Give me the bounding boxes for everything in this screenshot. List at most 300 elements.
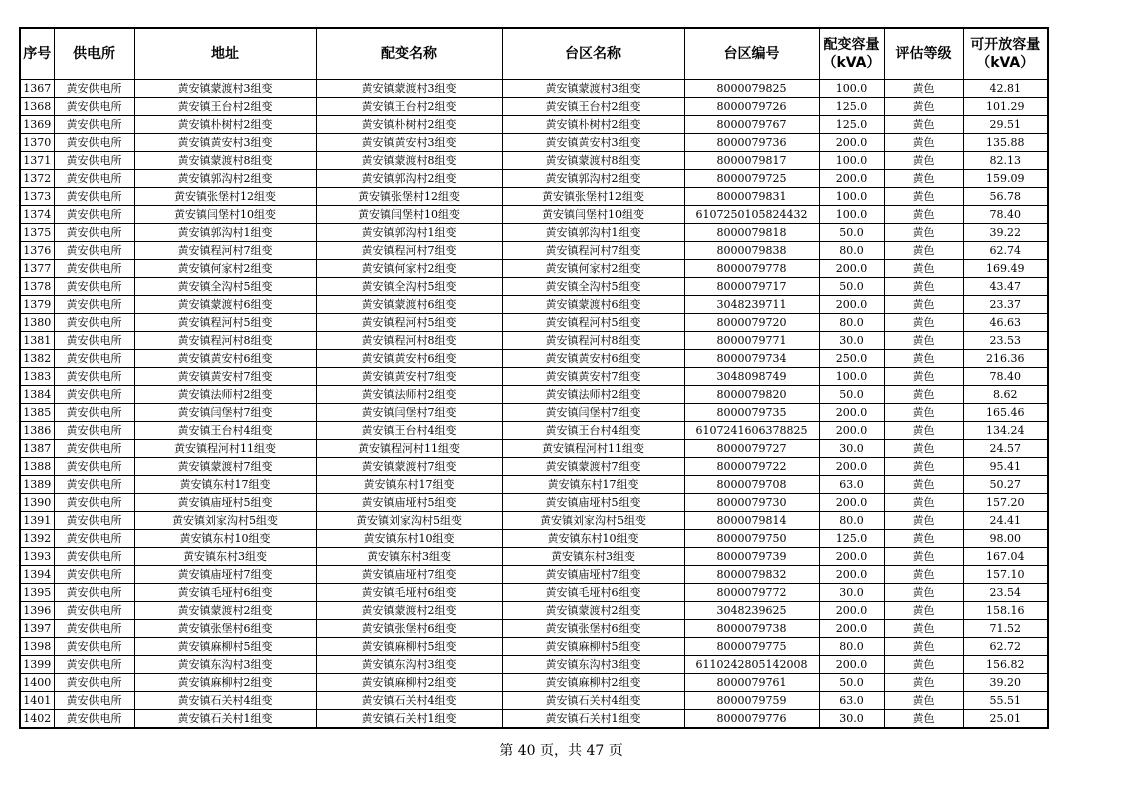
cell-area-code: 8000079818: [684, 224, 819, 242]
cell-station: 黄安供电所: [54, 98, 134, 116]
table-row: [20, 440, 1048, 458]
cell-area-name: 黄安镇郭沟村2组变: [502, 170, 684, 188]
cell-address: 黄安镇黄安村3组变: [134, 134, 316, 152]
cell-grade: 黄色: [884, 206, 963, 224]
cell-grade: 黄色: [884, 494, 963, 512]
cell-area-name: 黄安镇闫堡村10组变: [502, 206, 684, 224]
cell-seq: 1368: [20, 98, 54, 116]
cell-station: 黄安供电所: [54, 206, 134, 224]
cell-transformer-name: 黄安镇东村10组变: [316, 530, 502, 548]
table-row: [20, 674, 1048, 692]
cell-capacity: 200.0: [819, 656, 884, 674]
cell-transformer-name: 黄安镇何家村2组变: [316, 260, 502, 278]
cell-transformer-name: 黄安镇庙垭村7组变: [316, 566, 502, 584]
cell-area-code: 8000079775: [684, 638, 819, 656]
cell-address: 黄安镇东村3组变: [134, 548, 316, 566]
cell-open-capacity: 62.72: [963, 638, 1048, 656]
cell-station: 黄安供电所: [54, 224, 134, 242]
table-row: [20, 98, 1048, 116]
cell-station: 黄安供电所: [54, 602, 134, 620]
cell-seq: 1398: [20, 638, 54, 656]
cell-seq: 1400: [20, 674, 54, 692]
cell-area-code: 3048239625: [684, 602, 819, 620]
cell-transformer-name: 黄安镇张堡村6组变: [316, 620, 502, 638]
cell-area-name: 黄安镇蒙渡村6组变: [502, 296, 684, 314]
cell-station: 黄安供电所: [54, 134, 134, 152]
cell-address: 黄安镇程河村11组变: [134, 440, 316, 458]
header-area-name: 台区名称: [502, 28, 684, 80]
cell-seq: 1391: [20, 512, 54, 530]
cell-grade: 黄色: [884, 134, 963, 152]
table-row: [20, 386, 1048, 404]
cell-capacity: 100.0: [819, 152, 884, 170]
cell-station: 黄安供电所: [54, 296, 134, 314]
cell-area-code: 8000079735: [684, 404, 819, 422]
cell-address: 黄安镇法师村2组变: [134, 386, 316, 404]
cell-address: 黄安镇石关村1组变: [134, 710, 316, 729]
cell-station: 黄安供电所: [54, 278, 134, 296]
table-row: [20, 692, 1048, 710]
cell-area-code: 8000079767: [684, 116, 819, 134]
cell-seq: 1388: [20, 458, 54, 476]
cell-area-name: 黄安镇程河村11组变: [502, 440, 684, 458]
cell-open-capacity: 24.41: [963, 512, 1048, 530]
cell-open-capacity: 157.10: [963, 566, 1048, 584]
cell-area-code: 8000079817: [684, 152, 819, 170]
table-row: [20, 620, 1048, 638]
cell-address: 黄安镇张堡村6组变: [134, 620, 316, 638]
cell-address: 黄安镇程河村8组变: [134, 332, 316, 350]
cell-grade: 黄色: [884, 296, 963, 314]
cell-area-code: 8000079734: [684, 350, 819, 368]
cell-transformer-name: 黄安镇法师村2组变: [316, 386, 502, 404]
cell-address: 黄安镇石关村4组变: [134, 692, 316, 710]
cell-address: 黄安镇庙垭村5组变: [134, 494, 316, 512]
cell-address: 黄安镇麻柳村2组变: [134, 674, 316, 692]
cell-address: 黄安镇程河村7组变: [134, 242, 316, 260]
cell-seq: 1369: [20, 116, 54, 134]
cell-capacity: 63.0: [819, 476, 884, 494]
cell-area-code: 8000079736: [684, 134, 819, 152]
header-transformer-name: 配变名称: [316, 28, 502, 80]
cell-capacity: 200.0: [819, 494, 884, 512]
cell-seq: 1377: [20, 260, 54, 278]
cell-area-name: 黄安镇庙垭村5组变: [502, 494, 684, 512]
cell-seq: 1376: [20, 242, 54, 260]
cell-station: 黄安供电所: [54, 188, 134, 206]
table-body: [20, 80, 1048, 729]
cell-grade: 黄色: [884, 584, 963, 602]
cell-area-code: 6107250105824432: [684, 206, 819, 224]
cell-station: 黄安供电所: [54, 710, 134, 729]
cell-area-name: 黄安镇程河村5组变: [502, 314, 684, 332]
cell-address: 黄安镇黄安村7组变: [134, 368, 316, 386]
cell-capacity: 125.0: [819, 530, 884, 548]
cell-seq: 1389: [20, 476, 54, 494]
cell-area-code: 8000079726: [684, 98, 819, 116]
cell-transformer-name: 黄安镇东沟村3组变: [316, 656, 502, 674]
cell-transformer-name: 黄安镇黄安村6组变: [316, 350, 502, 368]
cell-transformer-name: 黄安镇蒙渡村6组变: [316, 296, 502, 314]
cell-address: 黄安镇毛垭村6组变: [134, 584, 316, 602]
cell-transformer-name: 黄安镇东村3组变: [316, 548, 502, 566]
cell-area-code: 8000079750: [684, 530, 819, 548]
cell-station: 黄安供电所: [54, 404, 134, 422]
table-row: [20, 80, 1048, 98]
cell-seq: 1375: [20, 224, 54, 242]
cell-area-name: 黄安镇蒙渡村3组变: [502, 80, 684, 98]
cell-address: 黄安镇闫堡村10组变: [134, 206, 316, 224]
cell-area-code: 6107241606378825: [684, 422, 819, 440]
cell-station: 黄安供电所: [54, 368, 134, 386]
cell-grade: 黄色: [884, 602, 963, 620]
cell-capacity: 200.0: [819, 260, 884, 278]
cell-transformer-name: 黄安镇郭沟村1组变: [316, 224, 502, 242]
table-row: [20, 170, 1048, 188]
cell-transformer-name: 黄安镇蒙渡村2组变: [316, 602, 502, 620]
cell-transformer-name: 黄安镇王台村2组变: [316, 98, 502, 116]
cell-seq: 1386: [20, 422, 54, 440]
cell-grade: 黄色: [884, 620, 963, 638]
cell-station: 黄安供电所: [54, 80, 134, 98]
cell-area-name: 黄安镇张堡村12组变: [502, 188, 684, 206]
cell-transformer-name: 黄安镇程河村11组变: [316, 440, 502, 458]
cell-transformer-name: 黄安镇蒙渡村3组变: [316, 80, 502, 98]
table-row: [20, 188, 1048, 206]
cell-seq: 1394: [20, 566, 54, 584]
cell-open-capacity: 169.49: [963, 260, 1048, 278]
cell-capacity: 200.0: [819, 134, 884, 152]
cell-transformer-name: 黄安镇刘家沟村5组变: [316, 512, 502, 530]
cell-address: 黄安镇东村10组变: [134, 530, 316, 548]
header-row: [20, 28, 1048, 80]
cell-capacity: 250.0: [819, 350, 884, 368]
cell-station: 黄安供电所: [54, 422, 134, 440]
cell-area-code: 8000079831: [684, 188, 819, 206]
table-row: [20, 368, 1048, 386]
cell-address: 黄安镇东沟村3组变: [134, 656, 316, 674]
cell-grade: 黄色: [884, 476, 963, 494]
cell-area-name: 黄安镇东沟村3组变: [502, 656, 684, 674]
cell-area-code: 8000079720: [684, 314, 819, 332]
cell-seq: 1384: [20, 386, 54, 404]
cell-area-name: 黄安镇东村3组变: [502, 548, 684, 566]
cell-grade: 黄色: [884, 80, 963, 98]
table-row: [20, 494, 1048, 512]
table-row: [20, 404, 1048, 422]
header-area-code: 台区编号: [684, 28, 819, 80]
cell-transformer-name: 黄安镇毛垭村6组变: [316, 584, 502, 602]
cell-grade: 黄色: [884, 386, 963, 404]
cell-transformer-name: 黄安镇麻柳村2组变: [316, 674, 502, 692]
cell-transformer-name: 黄安镇黄安村3组变: [316, 134, 502, 152]
cell-capacity: 30.0: [819, 332, 884, 350]
cell-area-name: 黄安镇全沟村5组变: [502, 278, 684, 296]
cell-address: 黄安镇全沟村5组变: [134, 278, 316, 296]
cell-capacity: 200.0: [819, 602, 884, 620]
table-row: [20, 206, 1048, 224]
cell-area-name: 黄安镇程河村8组变: [502, 332, 684, 350]
cell-open-capacity: 165.46: [963, 404, 1048, 422]
cell-open-capacity: 50.27: [963, 476, 1048, 494]
cell-address: 黄安镇朴树村2组变: [134, 116, 316, 134]
table-row: [20, 278, 1048, 296]
table-row: [20, 530, 1048, 548]
cell-grade: 黄色: [884, 440, 963, 458]
cell-capacity: 200.0: [819, 422, 884, 440]
cell-grade: 黄色: [884, 224, 963, 242]
cell-capacity: 30.0: [819, 710, 884, 729]
cell-area-code: 8000079717: [684, 278, 819, 296]
cell-area-name: 黄安镇东村10组变: [502, 530, 684, 548]
cell-area-name: 黄安镇麻柳村5组变: [502, 638, 684, 656]
table-row: [20, 260, 1048, 278]
cell-capacity: 200.0: [819, 170, 884, 188]
cell-capacity: 200.0: [819, 620, 884, 638]
cell-area-code: 8000079738: [684, 620, 819, 638]
header-capacity: [819, 28, 884, 80]
cell-capacity: 30.0: [819, 584, 884, 602]
cell-seq: 1367: [20, 80, 54, 98]
cell-capacity: 125.0: [819, 116, 884, 134]
cell-open-capacity: 8.62: [963, 386, 1048, 404]
table-row: [20, 134, 1048, 152]
table-row: [20, 656, 1048, 674]
cell-area-code: 8000079722: [684, 458, 819, 476]
cell-open-capacity: 159.09: [963, 170, 1048, 188]
cell-station: 黄安供电所: [54, 386, 134, 404]
cell-seq: 1393: [20, 548, 54, 566]
cell-open-capacity: 134.24: [963, 422, 1048, 440]
cell-grade: 黄色: [884, 116, 963, 134]
cell-seq: 1379: [20, 296, 54, 314]
cell-area-name: 黄安镇黄安村6组变: [502, 350, 684, 368]
table-row: [20, 152, 1048, 170]
cell-station: 黄安供电所: [54, 494, 134, 512]
cell-station: 黄安供电所: [54, 674, 134, 692]
cell-station: 黄安供电所: [54, 350, 134, 368]
cell-station: 黄安供电所: [54, 116, 134, 134]
cell-station: 黄安供电所: [54, 260, 134, 278]
cell-seq: 1397: [20, 620, 54, 638]
cell-address: 黄安镇蒙渡村2组变: [134, 602, 316, 620]
cell-seq: 1381: [20, 332, 54, 350]
cell-seq: 1392: [20, 530, 54, 548]
cell-area-code: 8000079838: [684, 242, 819, 260]
cell-area-code: 8000079759: [684, 692, 819, 710]
cell-open-capacity: 23.53: [963, 332, 1048, 350]
cell-area-code: 8000079772: [684, 584, 819, 602]
table-row: [20, 332, 1048, 350]
cell-open-capacity: 158.16: [963, 602, 1048, 620]
cell-area-code: 8000079778: [684, 260, 819, 278]
cell-area-name: 黄安镇法师村2组变: [502, 386, 684, 404]
cell-transformer-name: 黄安镇石关村4组变: [316, 692, 502, 710]
cell-open-capacity: 71.52: [963, 620, 1048, 638]
table-row: [20, 602, 1048, 620]
cell-area-name: 黄安镇何家村2组变: [502, 260, 684, 278]
cell-grade: 黄色: [884, 674, 963, 692]
cell-seq: 1378: [20, 278, 54, 296]
table-row: [20, 296, 1048, 314]
table-row: [20, 314, 1048, 332]
cell-address: 黄安镇闫堡村7组变: [134, 404, 316, 422]
table-row: [20, 584, 1048, 602]
table-row: [20, 458, 1048, 476]
cell-area-name: 黄安镇东村17组变: [502, 476, 684, 494]
cell-area-code: 3048239711: [684, 296, 819, 314]
cell-open-capacity: 39.20: [963, 674, 1048, 692]
cell-seq: 1396: [20, 602, 54, 620]
table-row: [20, 350, 1048, 368]
table-row: [20, 224, 1048, 242]
cell-seq: 1401: [20, 692, 54, 710]
cell-seq: 1399: [20, 656, 54, 674]
cell-station: 黄安供电所: [54, 152, 134, 170]
cell-seq: 1380: [20, 314, 54, 332]
cell-station: 黄安供电所: [54, 530, 134, 548]
header-station: 供电所: [54, 28, 134, 80]
cell-area-name: 黄安镇程河村7组变: [502, 242, 684, 260]
cell-station: 黄安供电所: [54, 314, 134, 332]
cell-address: 黄安镇蒙渡村6组变: [134, 296, 316, 314]
cell-open-capacity: 156.82: [963, 656, 1048, 674]
cell-station: 黄安供电所: [54, 638, 134, 656]
cell-capacity: 50.0: [819, 224, 884, 242]
cell-area-name: 黄安镇麻柳村2组变: [502, 674, 684, 692]
cell-open-capacity: 98.00: [963, 530, 1048, 548]
cell-address: 黄安镇蒙渡村8组变: [134, 152, 316, 170]
table-row: [20, 242, 1048, 260]
cell-area-name: 黄安镇刘家沟村5组变: [502, 512, 684, 530]
cell-open-capacity: 39.22: [963, 224, 1048, 242]
cell-area-name: 黄安镇毛垭村6组变: [502, 584, 684, 602]
cell-area-name: 黄安镇郭沟村1组变: [502, 224, 684, 242]
cell-capacity: 50.0: [819, 674, 884, 692]
cell-transformer-name: 黄安镇全沟村5组变: [316, 278, 502, 296]
cell-open-capacity: 82.13: [963, 152, 1048, 170]
cell-seq: 1395: [20, 584, 54, 602]
cell-seq: 1402: [20, 710, 54, 729]
cell-address: 黄安镇王台村4组变: [134, 422, 316, 440]
cell-open-capacity: 157.20: [963, 494, 1048, 512]
cell-open-capacity: 43.47: [963, 278, 1048, 296]
cell-station: 黄安供电所: [54, 332, 134, 350]
cell-transformer-name: 黄安镇程河村8组变: [316, 332, 502, 350]
cell-station: 黄安供电所: [54, 458, 134, 476]
cell-seq: 1370: [20, 134, 54, 152]
table-row: [20, 548, 1048, 566]
cell-open-capacity: 23.37: [963, 296, 1048, 314]
cell-station: 黄安供电所: [54, 584, 134, 602]
cell-grade: 黄色: [884, 314, 963, 332]
cell-address: 黄安镇庙垭村7组变: [134, 566, 316, 584]
cell-open-capacity: 95.41: [963, 458, 1048, 476]
cell-grade: 黄色: [884, 422, 963, 440]
cell-open-capacity: 167.04: [963, 548, 1048, 566]
cell-area-name: 黄安镇闫堡村7组变: [502, 404, 684, 422]
cell-grade: 黄色: [884, 152, 963, 170]
cell-station: 黄安供电所: [54, 512, 134, 530]
cell-area-code: 8000079725: [684, 170, 819, 188]
cell-address: 黄安镇程河村5组变: [134, 314, 316, 332]
cell-address: 黄安镇刘家沟村5组变: [134, 512, 316, 530]
cell-open-capacity: 101.29: [963, 98, 1048, 116]
cell-area-name: 黄安镇庙垭村7组变: [502, 566, 684, 584]
cell-grade: 黄色: [884, 350, 963, 368]
cell-open-capacity: 42.81: [963, 80, 1048, 98]
cell-address: 黄安镇黄安村6组变: [134, 350, 316, 368]
cell-area-name: 黄安镇张堡村6组变: [502, 620, 684, 638]
cell-capacity: 200.0: [819, 458, 884, 476]
header-address: 地址: [134, 28, 316, 80]
cell-area-name: 黄安镇朴树村2组变: [502, 116, 684, 134]
cell-open-capacity: 78.40: [963, 206, 1048, 224]
table-row: [20, 566, 1048, 584]
cell-address: 黄安镇麻柳村5组变: [134, 638, 316, 656]
table-row: [20, 476, 1048, 494]
cell-address: 黄安镇蒙渡村3组变: [134, 80, 316, 98]
cell-seq: 1372: [20, 170, 54, 188]
cell-transformer-name: 黄安镇蒙渡村7组变: [316, 458, 502, 476]
cell-grade: 黄色: [884, 278, 963, 296]
cell-transformer-name: 黄安镇黄安村7组变: [316, 368, 502, 386]
cell-capacity: 80.0: [819, 512, 884, 530]
cell-area-code: 8000079776: [684, 710, 819, 729]
cell-station: 黄安供电所: [54, 242, 134, 260]
cell-grade: 黄色: [884, 98, 963, 116]
data-table: [19, 27, 1049, 729]
cell-capacity: 100.0: [819, 368, 884, 386]
cell-transformer-name: 黄安镇程河村7组变: [316, 242, 502, 260]
cell-station: 黄安供电所: [54, 440, 134, 458]
cell-area-name: 黄安镇石关村1组变: [502, 710, 684, 729]
cell-area-code: 3048098749: [684, 368, 819, 386]
header-seq: 序号: [20, 28, 54, 80]
cell-open-capacity: 29.51: [963, 116, 1048, 134]
cell-capacity: 200.0: [819, 404, 884, 422]
cell-station: 黄安供电所: [54, 548, 134, 566]
cell-area-code: 8000079820: [684, 386, 819, 404]
cell-area-name: 黄安镇王台村4组变: [502, 422, 684, 440]
cell-area-name: 黄安镇蒙渡村8组变: [502, 152, 684, 170]
cell-open-capacity: 62.74: [963, 242, 1048, 260]
cell-area-code: 8000079708: [684, 476, 819, 494]
cell-transformer-name: 黄安镇闫堡村7组变: [316, 404, 502, 422]
cell-grade: 黄色: [884, 332, 963, 350]
cell-area-name: 黄安镇蒙渡村2组变: [502, 602, 684, 620]
cell-open-capacity: 56.78: [963, 188, 1048, 206]
cell-open-capacity: 25.01: [963, 710, 1048, 729]
cell-open-capacity: 78.40: [963, 368, 1048, 386]
cell-area-code: 8000079727: [684, 440, 819, 458]
cell-address: 黄安镇郭沟村1组变: [134, 224, 316, 242]
cell-capacity: 100.0: [819, 206, 884, 224]
cell-grade: 黄色: [884, 512, 963, 530]
cell-grade: 黄色: [884, 458, 963, 476]
cell-area-name: 黄安镇王台村2组变: [502, 98, 684, 116]
cell-open-capacity: 23.54: [963, 584, 1048, 602]
table-row: [20, 116, 1048, 134]
cell-address: 黄安镇东村17组变: [134, 476, 316, 494]
cell-grade: 黄色: [884, 530, 963, 548]
cell-area-name: 黄安镇蒙渡村7组变: [502, 458, 684, 476]
header-open-capacity: [963, 28, 1048, 80]
cell-grade: 黄色: [884, 638, 963, 656]
cell-area-name: 黄安镇黄安村3组变: [502, 134, 684, 152]
cell-seq: 1373: [20, 188, 54, 206]
cell-station: 黄安供电所: [54, 692, 134, 710]
